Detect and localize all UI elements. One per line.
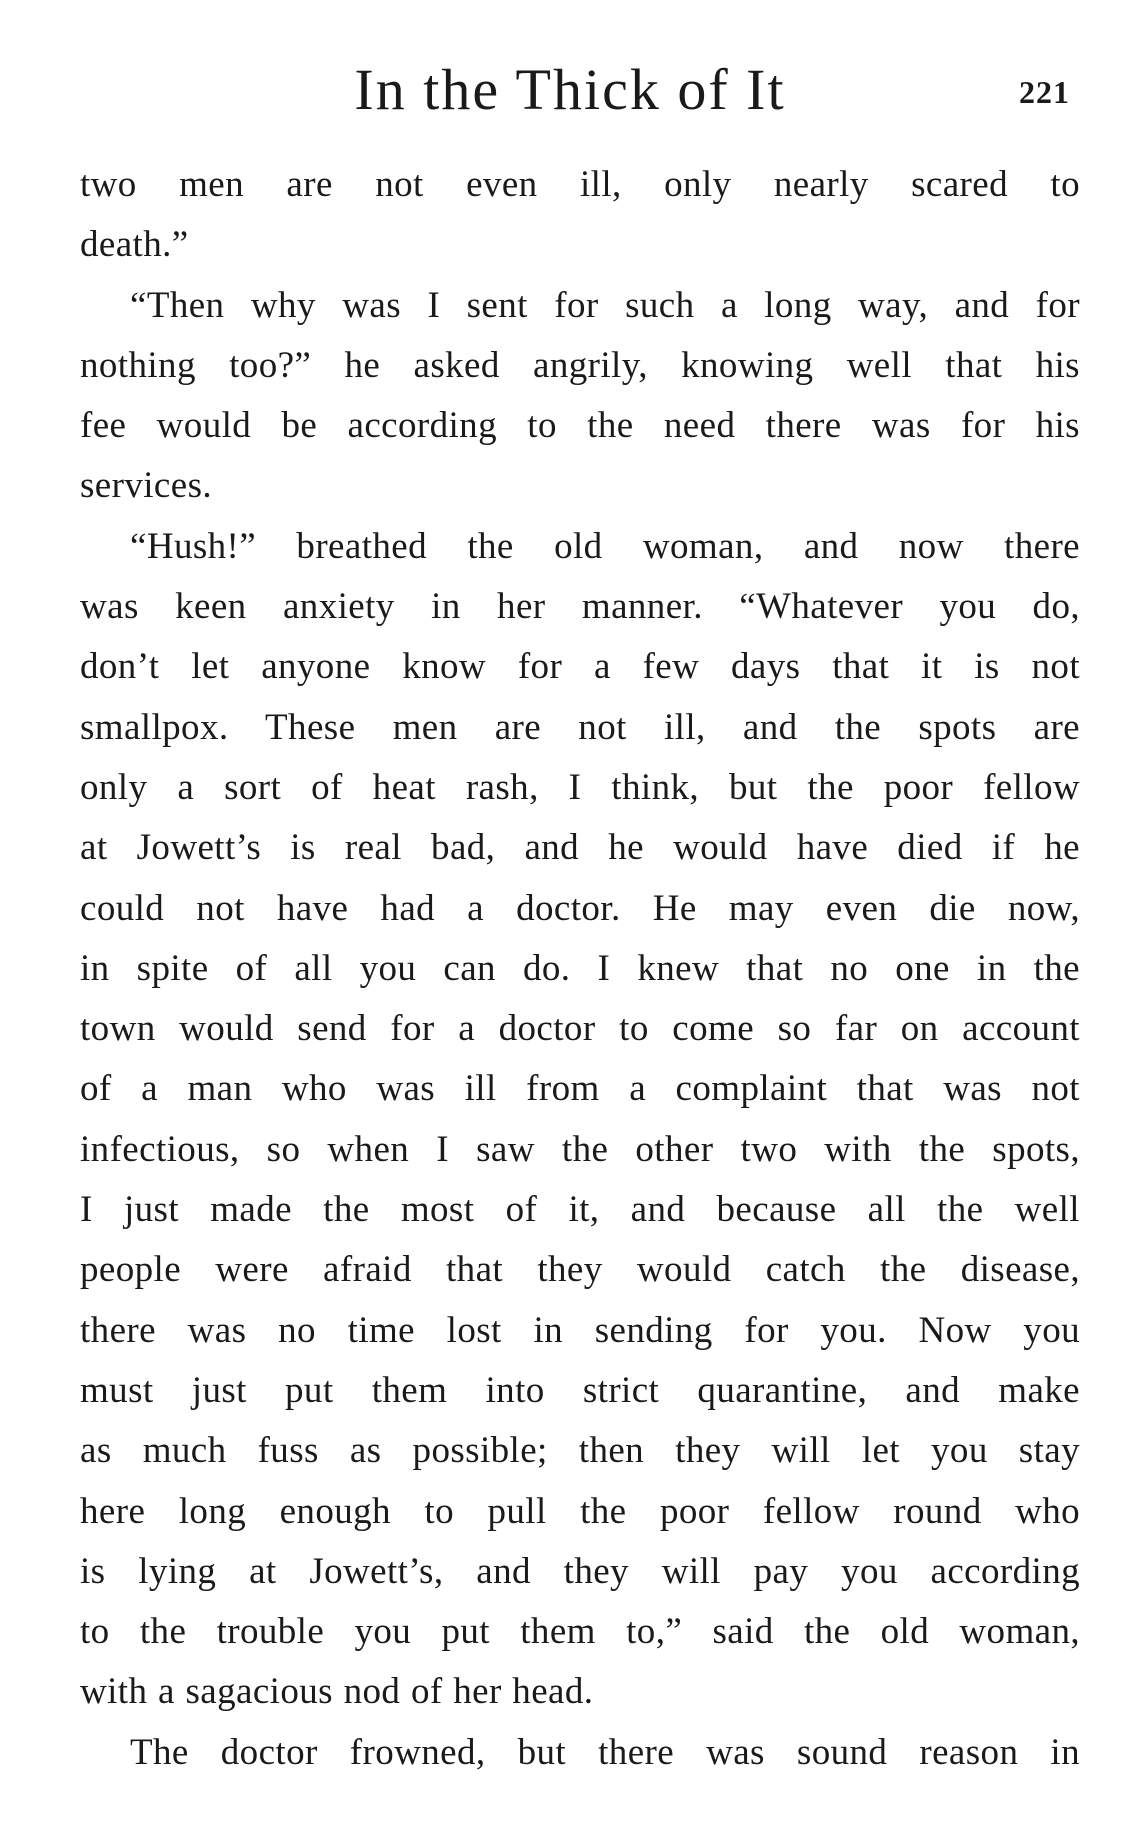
page-header — [0, 50, 1145, 130]
text-line: don’t let anyone know for a few days that it is not — [80, 646, 1080, 688]
text-line: at Jowett’s is real bad, and he would have died if he — [80, 827, 1080, 869]
text-line: The doctor frowned, but there was sound reason in — [130, 1731, 1080, 1773]
text-line: of a man who was ill from a complaint that was not — [80, 1068, 1080, 1110]
text-line: was keen anxiety in her manner. “Whatever you do, — [80, 586, 1080, 628]
text-line: smallpox. These men are not ill, and the spots are — [80, 706, 1080, 748]
text-line: I just made the most of it, and because all the well — [80, 1189, 1080, 1231]
text-line: with a sagacious nod of her head. — [80, 1671, 594, 1713]
text-line: fee would be according to the need there was for his — [80, 405, 1080, 447]
text-line: infectious, so when I saw the other two with the spots, — [80, 1128, 1080, 1170]
text-line: must just put them into strict quarantine, and make — [80, 1369, 1080, 1411]
text-line: in spite of all you can do. I knew that no one in the — [80, 947, 1080, 989]
text-line: as much fuss as possible; then they will let you stay — [80, 1430, 1080, 1472]
text-line: only a sort of heat rash, I think, but the poor fellow — [80, 766, 1080, 808]
text-line: “Hush!” breathed the old woman, and now there — [130, 525, 1080, 567]
text-line: “Then why was I sent for such a long way, and for — [130, 284, 1080, 326]
page-number: 221 — [1019, 74, 1070, 110]
running-title: In the Thick of It — [354, 57, 786, 122]
text-line: nothing too?” he asked angrily, knowing well that his — [80, 344, 1080, 386]
text-line: there was no time lost in sending for you. Now you — [80, 1309, 1080, 1351]
text-line: people were afraid that they would catch the disease, — [80, 1249, 1080, 1291]
text-line: death.” — [80, 224, 189, 266]
text-line: could not have had a doctor. He may even die now, — [80, 887, 1080, 929]
text-line: services. — [80, 465, 213, 507]
body-text — [80, 155, 1080, 1783]
text-line: town would send for a doctor to come so far on account — [80, 1008, 1080, 1050]
text-line: here long enough to pull the poor fellow round who — [80, 1490, 1080, 1532]
text-line: to the trouble you put them to,” said the old woman, — [80, 1611, 1080, 1653]
text-line: is lying at Jowett’s, and they will pay you according — [80, 1550, 1080, 1592]
text-line: two men are not even ill, only nearly scared to — [80, 164, 1080, 205]
